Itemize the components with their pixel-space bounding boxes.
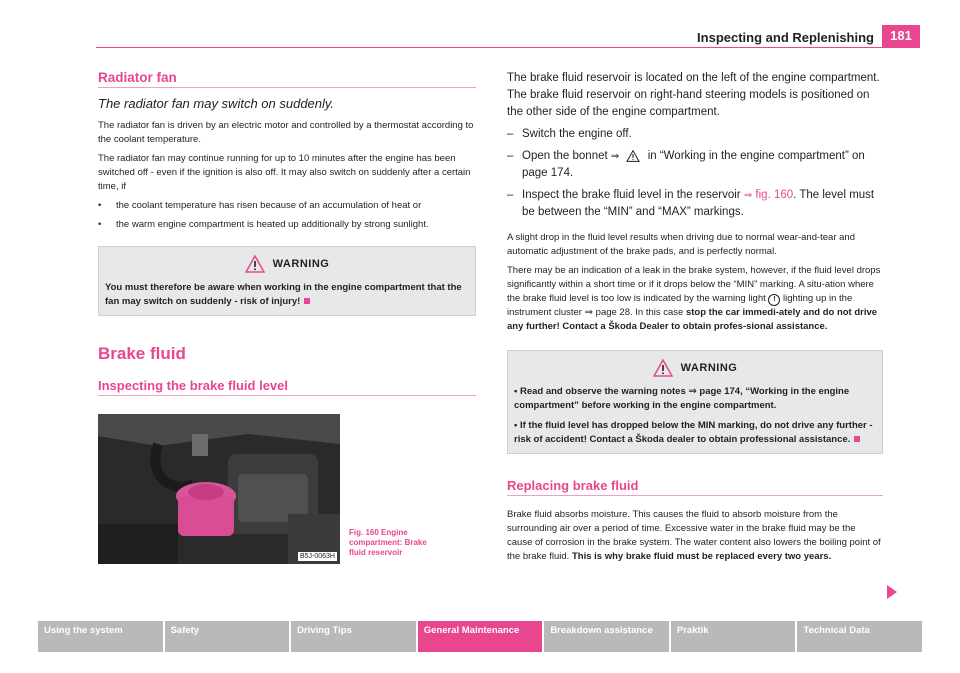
arrow-right-icon: ⇒ (743, 190, 753, 201)
warning-header (514, 357, 876, 379)
engine-photo-illustration (98, 414, 340, 564)
warning-text: page 174, “Working in the engine compartment” before working in the engine compartment. (514, 386, 850, 411)
step-text-part: Inspect the brake fluid level in the reservoir (522, 189, 741, 201)
warning-title: WARNING (272, 258, 330, 270)
figure-160 (98, 414, 476, 564)
radiator-fan-subtitle: The radiator fan may switch on suddenly. (98, 96, 335, 111)
radiator-warning-box (98, 246, 476, 316)
brake-warning-box (507, 350, 883, 454)
bullet-text: the coolant temperature has risen because of an accumulation of heat or (116, 200, 422, 211)
warning-bullet: • If the fluid level has dropped below the MIN marking, do not drive any further - risk of accident! Contact a Škoda dealer to obtain professional assistance. (514, 420, 873, 445)
caption-line: fluid reservoir (349, 548, 403, 557)
warning-triangle-icon (245, 255, 265, 273)
step-text-part: . The level must be between the “MIN” and “MAX” markings. (522, 189, 875, 218)
leak-text: lighting up in the instrument cluster (507, 293, 853, 318)
bullet-text: the warm engine compartment is heated up additionally by strong sunlight. (116, 219, 429, 230)
warning-triangle-icon (626, 150, 640, 162)
step-text: Switch the engine off. (522, 128, 632, 140)
leak-bold-text: stop the car immedi-ately and do not drive any further! Contact a Škoda Dealer to obtain profes-sional assistance. (507, 307, 878, 332)
brake-intro-paragraph: The brake fluid reservoir is located on the left of the engine compartment. The brake fluid reservoir on right-hand steering models is positioned on the other side of the engine compartment. (507, 72, 880, 118)
figure-caption (349, 528, 427, 564)
brake-fluid-heading: Brake fluid (98, 344, 186, 363)
replace-paragraph (507, 508, 883, 564)
step-text-part: in “Working in the engine compartment” on page 174. (522, 150, 865, 179)
right-column (507, 70, 883, 569)
bullet-icon: • (98, 219, 102, 230)
replace-text: Brake fluid absorbs moisture. This causes the fluid to absorb moisture from the surrounding air over a period of time. Excessive water in the brake fluid may be the cause of corrosion in the brake system. The water content also lowers the boiling point of the brake fluid. (507, 509, 881, 562)
dash-marker: – (507, 150, 514, 162)
warning-text: If the fluid level has dropped below the MIN marking, do not drive any further - risk of accident! Contact a Škoda dealer to obtain professional assistance. (514, 420, 873, 445)
bullet-icon: • (98, 200, 102, 211)
list-item (507, 187, 883, 221)
tab-using-the-system[interactable]: Using the system (38, 621, 163, 652)
step-text-part: Open the bonnet (522, 150, 608, 162)
figure-code: B5J-0063H (299, 553, 335, 560)
warning-text: Read and observe the warning notes (519, 386, 686, 397)
leak-text: page 28. In this case (595, 307, 684, 318)
step-text (522, 148, 883, 182)
caption-line: compartment: Brake (349, 538, 427, 547)
replacing-brake-fluid-heading: Replacing brake fluid (507, 478, 883, 496)
list-item (507, 126, 883, 143)
caption-line: Fig. 160 Engine (349, 528, 408, 537)
header-rule (96, 47, 920, 48)
arrow-right-icon: ⇒ (688, 386, 697, 397)
tab-safety[interactable]: Safety (165, 621, 290, 652)
tab-breakdown-assistance[interactable]: Breakdown assistance (544, 621, 669, 652)
warning-triangle-icon (653, 359, 673, 377)
radiator-paragraph-1: The radiator fan is driven by an electric motor and controlled by a thermostat according to the coolant temperature. (98, 120, 474, 145)
chapter-nav (38, 621, 922, 652)
warning-bullet: • Read and observe the warning notes ⇒ page 174, “Working in the engine compartment” before working in the engine compartment. (514, 386, 850, 411)
arrow-right-icon: ⇒ (610, 151, 620, 162)
list-item (507, 148, 883, 182)
end-marker-icon (304, 298, 310, 304)
radiator-fan-heading: Radiator fan (98, 70, 476, 88)
fig-160-link[interactable] (744, 189, 793, 201)
warning-text-content: You must therefore be aware when working in the engine compartment that the fan may switch on suddenly - risk of injury! (105, 282, 462, 307)
warning-header (105, 253, 469, 275)
leak-paragraph (507, 264, 883, 334)
replace-bold-text: This is why brake fluid must be replaced every two years. (571, 551, 832, 562)
leak-text: There may be an indication of a leak in the brake system, however, if the fluid level drops significantly within a short time or if it drops below the “MIN” marking. A situ-ation where the brake fluid level is too low is indicated by the warning light (507, 265, 881, 304)
fig-link-text: fig. 160 (755, 189, 794, 201)
engine-compartment-image (98, 414, 340, 564)
brake-warning-light-icon: ! (768, 294, 780, 306)
left-column (98, 70, 476, 564)
tab-driving-tips[interactable]: Driving Tips (291, 621, 416, 652)
step-text (522, 187, 883, 221)
tab-praktik[interactable]: Praktik (671, 621, 796, 652)
warning-text (105, 281, 469, 309)
tab-general-maintenance[interactable]: General Maintenance (418, 621, 543, 652)
arrow-right-icon: ⇒ (584, 307, 594, 318)
list-item (98, 199, 476, 213)
dash-marker: – (507, 189, 514, 201)
drop-paragraph: A slight drop in the fluid level results when driving due to normal wear-and-tear and automatic adjustment of the brake pads, and is perfectly normal. (507, 232, 855, 257)
dash-marker: – (507, 128, 514, 140)
warning-title: WARNING (680, 362, 738, 374)
end-marker-icon (854, 436, 860, 442)
radiator-paragraph-2: The radiator fan may continue running for up to 10 minutes after the engine has been switched off - even if the ignition is also off. It may also switch on suddenly after a certain time, if (98, 153, 471, 192)
tab-technical-data[interactable]: Technical Data (797, 621, 922, 652)
page-header-title: Inspecting and Replenishing (697, 30, 874, 45)
next-page-arrow-icon[interactable] (887, 585, 897, 599)
inspect-brake-fluid-heading: Inspecting the brake fluid level (98, 378, 476, 396)
page-number: 181 (882, 25, 920, 47)
list-item (98, 218, 476, 232)
